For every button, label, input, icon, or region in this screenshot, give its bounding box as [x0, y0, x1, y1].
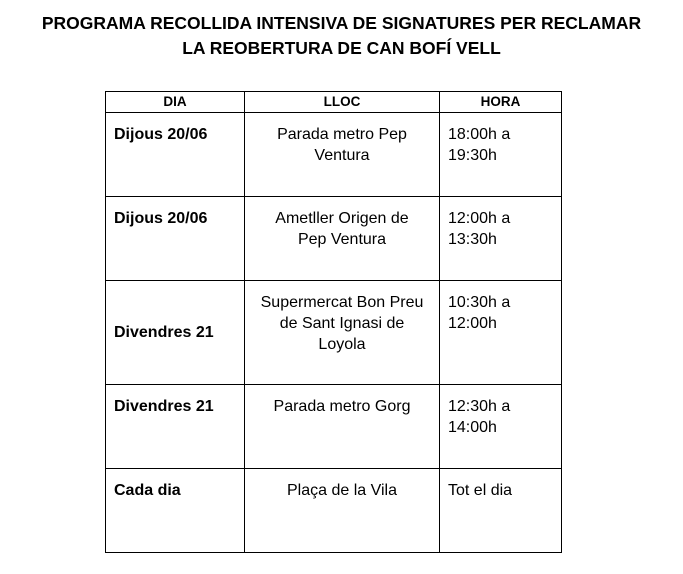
cell-hora — [440, 385, 562, 469]
table-row — [106, 113, 562, 197]
header-lloc: LLOC — [245, 92, 440, 113]
table-row — [106, 385, 562, 469]
cell-lloc: Ametller Origen de Pep Ventura — [245, 197, 440, 281]
document-title — [0, 11, 683, 61]
hora-text: 12:00h a 13:30h — [448, 210, 511, 248]
hora-text: 18:00h a 19:30h — [448, 126, 511, 164]
cell-dia: Divendres 21 — [106, 281, 245, 385]
cell-hora — [440, 469, 562, 553]
title-line-1: PROGRAMA RECOLLIDA INTENSIVA DE SIGNATURES PER RECLAMAR — [41, 13, 642, 33]
header-hora: HORA — [440, 92, 562, 113]
cell-lloc: Parada metro Pep Ventura — [245, 113, 440, 197]
table-row — [106, 197, 562, 281]
cell-hora — [440, 113, 562, 197]
cell-dia: Divendres 21 — [106, 385, 245, 469]
cell-dia: Dijous 20/06 — [106, 113, 245, 197]
cell-dia: Dijous 20/06 — [106, 197, 245, 281]
cell-lloc: Plaça de la Vila — [245, 469, 440, 553]
title-line-2: LA REOBERTURA DE CAN BOFÍ VELL — [182, 38, 501, 58]
cell-lloc: Parada metro Gorg — [245, 385, 440, 469]
cell-dia: Cada dia — [106, 469, 245, 553]
table-row — [106, 469, 562, 553]
header-dia: DIA — [106, 92, 245, 113]
cell-lloc: Supermercat Bon Preu de Sant Ignasi de Loyola — [245, 281, 440, 385]
cell-hora — [440, 281, 562, 385]
hora-text: Tot el dia — [448, 482, 513, 499]
cell-hora — [440, 197, 562, 281]
table-row — [106, 281, 562, 385]
table-header-row — [106, 92, 562, 113]
hora-text: 12:30h a 14:00h — [448, 398, 511, 436]
schedule-table — [105, 91, 562, 553]
hora-text: 10:30h a 12:00h — [448, 294, 511, 332]
